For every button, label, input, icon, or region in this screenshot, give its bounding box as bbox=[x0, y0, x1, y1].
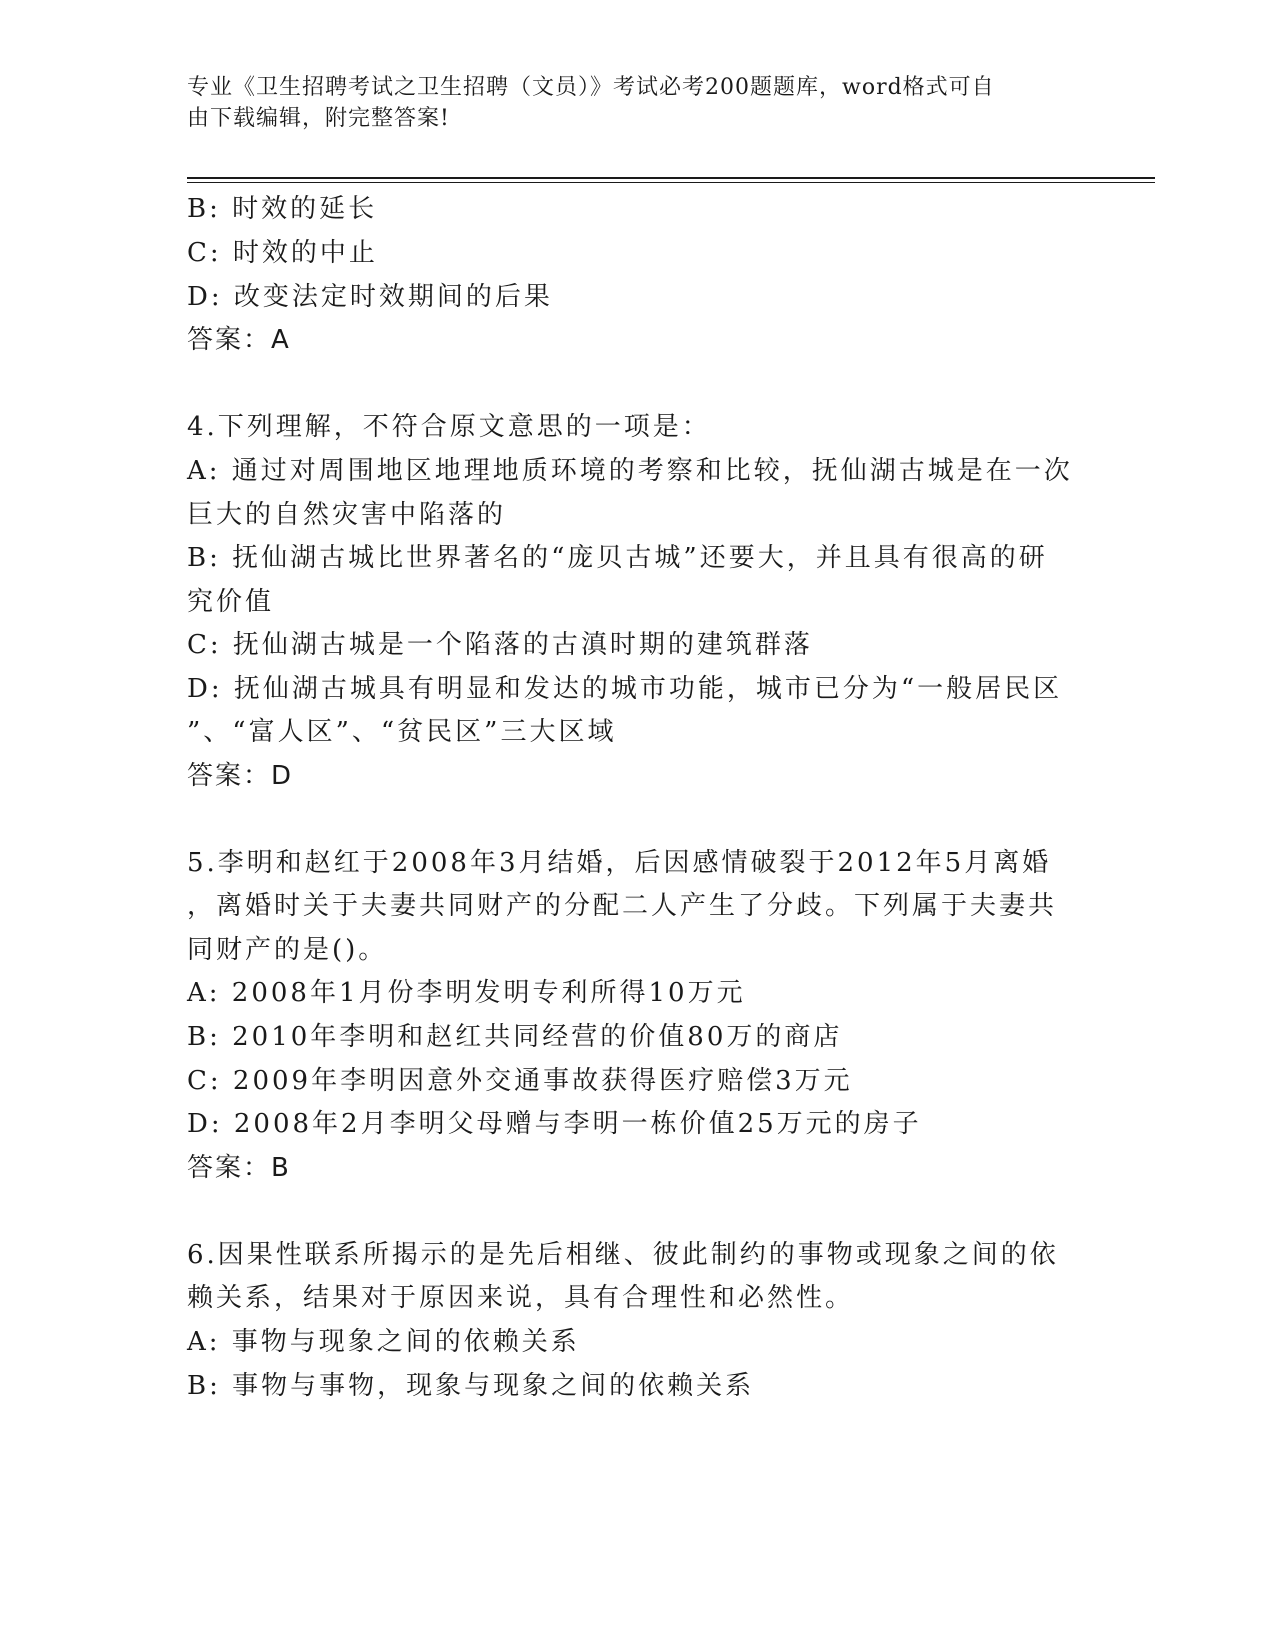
q5-stem-line-1: 5.李明和赵红于2008年3月结婚，后因感情破裂于2012年5月离婚 bbox=[187, 848, 1052, 878]
q6-option-a: A: 事物与现象之间的依赖关系 bbox=[187, 1327, 580, 1357]
q4-option-a-line-1: A: 通过对周围地区地理地质环境的考察和比较，抚仙湖古城是在一次 bbox=[187, 456, 1073, 486]
q5-option-a: A: 2008年1月份李明发明专利所得10万元 bbox=[187, 978, 746, 1008]
q4-answer: 答案：D bbox=[187, 761, 294, 791]
q3-option-b: B: 时效的延长 bbox=[187, 194, 378, 224]
q6-option-b: B: 事物与事物，现象与现象之间的依赖关系 bbox=[187, 1371, 755, 1401]
q5-option-b: B: 2010年李明和赵红共同经营的价值80万的商店 bbox=[187, 1022, 843, 1052]
q4-option-b-line-2: 究价值 bbox=[187, 587, 275, 617]
header-rule-thin bbox=[187, 182, 1155, 183]
q4-option-d-line-2: ”、“富人区”、“贫民区”三大区域 bbox=[187, 717, 617, 747]
q6-stem-line-1: 6.因果性联系所揭示的是先后相继、彼此制约的事物或现象之间的依 bbox=[187, 1240, 1059, 1270]
q4-option-d-line-1: D: 抚仙湖古城具有明显和发达的城市功能，城市已分为“一般居民区 bbox=[187, 674, 1063, 704]
q5-option-d: D: 2008年2月李明父母赠与李明一栋价值25万元的房子 bbox=[187, 1109, 922, 1139]
header-line-1: 专业《卫生招聘考试之卫生招聘（文员）》考试必考200题题库，word格式可自 bbox=[187, 75, 995, 100]
q5-answer: 答案：B bbox=[187, 1153, 291, 1183]
q3-answer: 答案：A bbox=[187, 325, 291, 355]
q5-stem-line-3: 同财产的是()。 bbox=[187, 935, 388, 965]
q6-stem-line-2: 赖关系，结果对于原因来说，具有合理性和必然性。 bbox=[187, 1283, 855, 1313]
header-line-2: 由下载编辑，附完整答案! bbox=[187, 106, 450, 131]
q3-option-d: D: 改变法定时效期间的后果 bbox=[187, 282, 553, 312]
q3-option-c: C: 时效的中止 bbox=[187, 238, 378, 268]
document-header bbox=[187, 72, 1067, 134]
q4-option-b-line-1: B: 抚仙湖古城比世界著名的“庞贝古城”还要大，并且具有很高的研 bbox=[187, 543, 1048, 573]
q4-option-c: C: 抚仙湖古城是一个陷落的古滇时期的建筑群落 bbox=[187, 630, 813, 660]
q5-stem-line-2: ，离婚时关于夫妻共同财产的分配二人产生了分歧。下列属于夫妻共 bbox=[187, 891, 1058, 921]
q4-stem: 4.下列理解，不符合原文意思的一项是： bbox=[187, 412, 711, 442]
q5-option-c: C: 2009年李明因意外交通事故获得医疗赔偿3万元 bbox=[187, 1066, 853, 1096]
header-rule-thick bbox=[187, 177, 1155, 179]
q4-option-a-line-2: 巨大的自然灾害中陷落的 bbox=[187, 500, 507, 530]
